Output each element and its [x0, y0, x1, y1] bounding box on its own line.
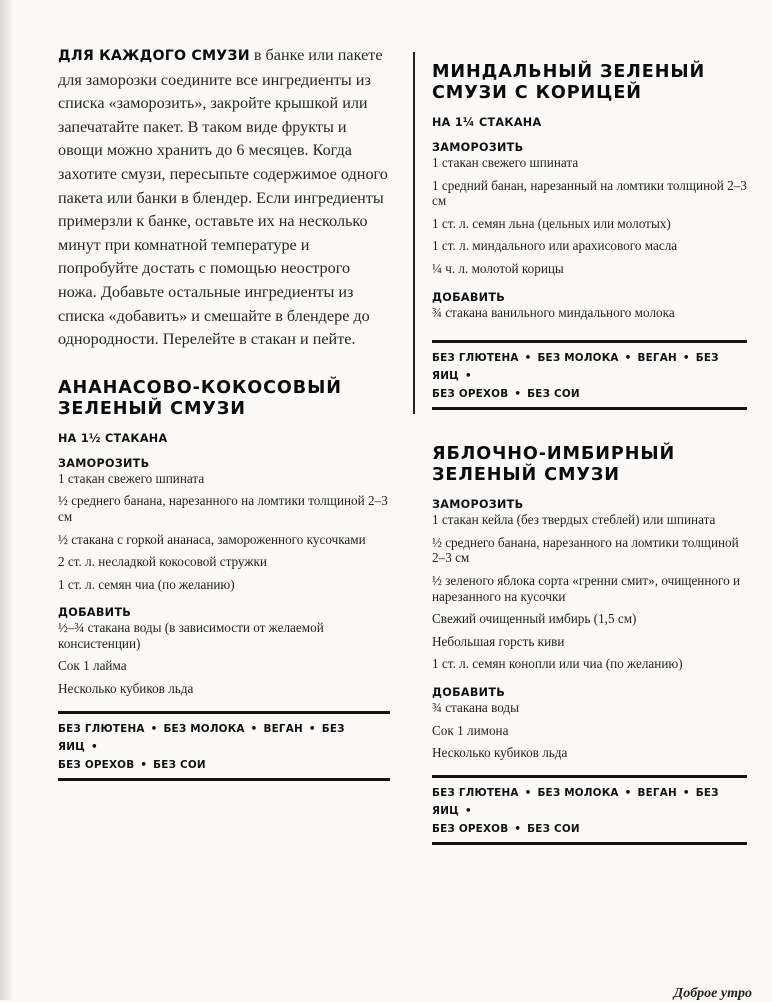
ingredient-item: 1 ст. л. семян чиа (по желанию) [58, 576, 235, 592]
diet-tag: БЕЗ ЯИЦ [432, 352, 719, 383]
diet-tag: БЕЗ ОРЕХОВ [432, 822, 509, 835]
recipe-title-line: МИНДАЛЬНЫЙ ЗЕЛЕНЫЙ [432, 62, 706, 82]
left-column [58, 44, 390, 781]
add-heading: ДОБАВИТЬ [432, 685, 506, 699]
running-footer-title: Доброе утро [673, 986, 752, 1001]
diet-tag: БЕЗ ЯИЦ [432, 786, 719, 817]
freeze-list [58, 471, 390, 593]
add-list [432, 700, 747, 761]
ingredient-item: ½ среднего банана, нарезанного на ломтики толщиной 2–3 см [432, 534, 739, 566]
ingredient-item: ¾ стакана воды [432, 699, 520, 715]
recipe-title-line: АНАНАСОВО-КОКОСОВЫЙ [58, 377, 342, 398]
intro-text: в банке или пакете для заморозки соедините все ингредиенты из списка «заморозить», закройте крышкой или запечатайте пакет. В таком виде фрукты и овощи можно хранить до 6 месяцев. Когда захотите смузи, пересыпьте содержимое одного пакета или банки в блендер. Если ингредиенты примерзли к банке, оставьте их на несколько минут при комнатной температуре и попробуйте достать с помощью неострого ножа. Добавьте остальные ингредиенты из списка «добавить» и смешайте в блендере до однородности. Перелейте в стакан и пейте. [58, 46, 388, 349]
freeze-heading: ЗАМОРОЗИТЬ [432, 498, 524, 512]
tags-bottom-rule [432, 407, 747, 410]
add-list [58, 620, 390, 696]
recipe-yield: НА 1½ СТАКАНА [58, 431, 168, 445]
ingredient-item: ½ стакана с горкой ананаса, замороженного кусочками [58, 531, 366, 547]
diet-tag: ВЕГАН [637, 786, 677, 799]
freeze-list [432, 512, 747, 672]
ingredient-item: 1 ст. л. миндального или арахисового масла [432, 238, 678, 254]
ingredient-item: 1 ст. л. семян льна (цельных или молотых) [432, 215, 671, 231]
ingredient-item: ½ среднего банана, нарезанного на ломтики толщиной 2–3 см [58, 493, 388, 524]
recipe-title-line: ЗЕЛЕНЫЙ СМУЗИ [58, 398, 246, 419]
recipe-title-line: ЗЕЛЕНЫЙ СМУЗИ [432, 465, 620, 486]
diet-tag: ВЕГАН [263, 722, 303, 735]
diet-tag: БЕЗ ЯИЦ [58, 722, 345, 753]
freeze-heading: ЗАМОРОЗИТЬ [432, 141, 524, 154]
intro-lead: ДЛЯ КАЖДОГО СМУЗИ [58, 48, 250, 64]
ingredient-item: 1 стакан кейла (без твердых стеблей) или шпината [432, 512, 716, 528]
add-heading: ДОБАВИТЬ [58, 606, 132, 620]
diet-tag: БЕЗ СОИ [527, 822, 580, 835]
ingredient-item: 2 ст. л. несладкой кокосовой стружки [58, 554, 267, 570]
intro-paragraph [58, 44, 390, 352]
ingredient-item: Сок 1 лайма [58, 658, 127, 674]
diet-tag: ВЕГАН [637, 352, 677, 365]
ingredient-item: Несколько кубиков льда [58, 681, 194, 697]
recipe-title-line: ЯБЛОЧНО-ИМБИРНЫЙ [432, 444, 676, 465]
recipe-title [432, 444, 747, 486]
right-column [432, 44, 747, 845]
recipe-title [58, 378, 390, 420]
freeze-list [432, 155, 747, 277]
diet-tag: БЕЗ ГЛЮТЕНА [432, 352, 519, 365]
diet-tag: БЕЗ ГЛЮТЕНА [58, 722, 145, 735]
ingredient-item: ½ зеленого яблока сорта «гренни смит», очищенного и нарезанного на кусочки [432, 572, 741, 604]
diet-tags: БЕЗ ГЛЮТЕНА • БЕЗ МОЛОКА • ВЕГАН • БЕЗ ЯИЦ • БЕЗ ОРЕХОВ • БЕЗ СОИ [432, 786, 719, 835]
ingredient-item: ½–¾ стакана воды (в зависимости от желаемой консистенции) [58, 620, 324, 651]
ingredient-item: ¼ ч. л. молотой корицы [432, 260, 564, 276]
tags-bottom-rule [58, 778, 390, 781]
diet-tag: БЕЗ МОЛОКА [537, 786, 619, 799]
diet-tag: БЕЗ ОРЕХОВ [58, 758, 135, 771]
recipe-almond-cinnamon [432, 62, 747, 410]
recipe-pineapple-coconut [58, 378, 390, 781]
diet-tag: БЕЗ ГЛЮТЕНА [432, 786, 519, 799]
tags-bottom-rule [432, 842, 747, 845]
ingredient-item: 1 средний банан, нарезанный на ломтики толщиной 2–3 см [432, 177, 747, 209]
diet-tag: БЕЗ СОИ [153, 758, 206, 771]
ingredient-item: Несколько кубиков льда [432, 745, 568, 761]
diet-tag: БЕЗ ОРЕХОВ [432, 388, 509, 401]
diet-tag: БЕЗ СОИ [527, 388, 580, 401]
add-heading: ДОБАВИТЬ [432, 290, 506, 304]
recipe-apple-ginger [432, 444, 747, 845]
ingredient-item: ¾ стакана ванильного миндального молока [432, 304, 675, 320]
page-spine-shadow [0, 0, 14, 1000]
diet-tags: БЕЗ ГЛЮТЕНА • БЕЗ МОЛОКА • ВЕГАН • БЕЗ ЯИЦ • БЕЗ ОРЕХОВ • БЕЗ СОИ [432, 352, 719, 401]
diet-tags-block [58, 711, 390, 781]
diet-tag: БЕЗ МОЛОКА [537, 352, 619, 365]
ingredient-item: Свежий очищенный имбирь (1,5 см) [432, 611, 637, 627]
freeze-heading: ЗАМОРОЗИТЬ [58, 456, 150, 470]
ingredient-item: Сок 1 лимона [432, 722, 509, 738]
ingredient-item: 1 стакан свежего шпината [432, 155, 579, 170]
diet-tags-block [432, 340, 747, 410]
add-list [432, 305, 747, 321]
diet-tags-block [432, 775, 747, 845]
column-divider [413, 52, 415, 414]
ingredient-item: Небольшая горсть киви [432, 633, 565, 649]
recipe-title-line: СМУЗИ С КОРИЦЕЙ [432, 83, 642, 103]
diet-tag: БЕЗ МОЛОКА [163, 722, 245, 735]
ingredient-item: 1 ст. л. семян конопли или чиа (по желанию) [432, 656, 683, 672]
recipe-yield: НА 1¼ СТАКАНА [432, 116, 542, 129]
diet-tags: БЕЗ ГЛЮТЕНА • БЕЗ МОЛОКА • ВЕГАН • БЕЗ ЯИЦ • БЕЗ ОРЕХОВ • БЕЗ СОИ [58, 722, 345, 771]
ingredient-item: 1 стакан свежего шпината [58, 470, 205, 486]
recipe-title [432, 62, 747, 104]
